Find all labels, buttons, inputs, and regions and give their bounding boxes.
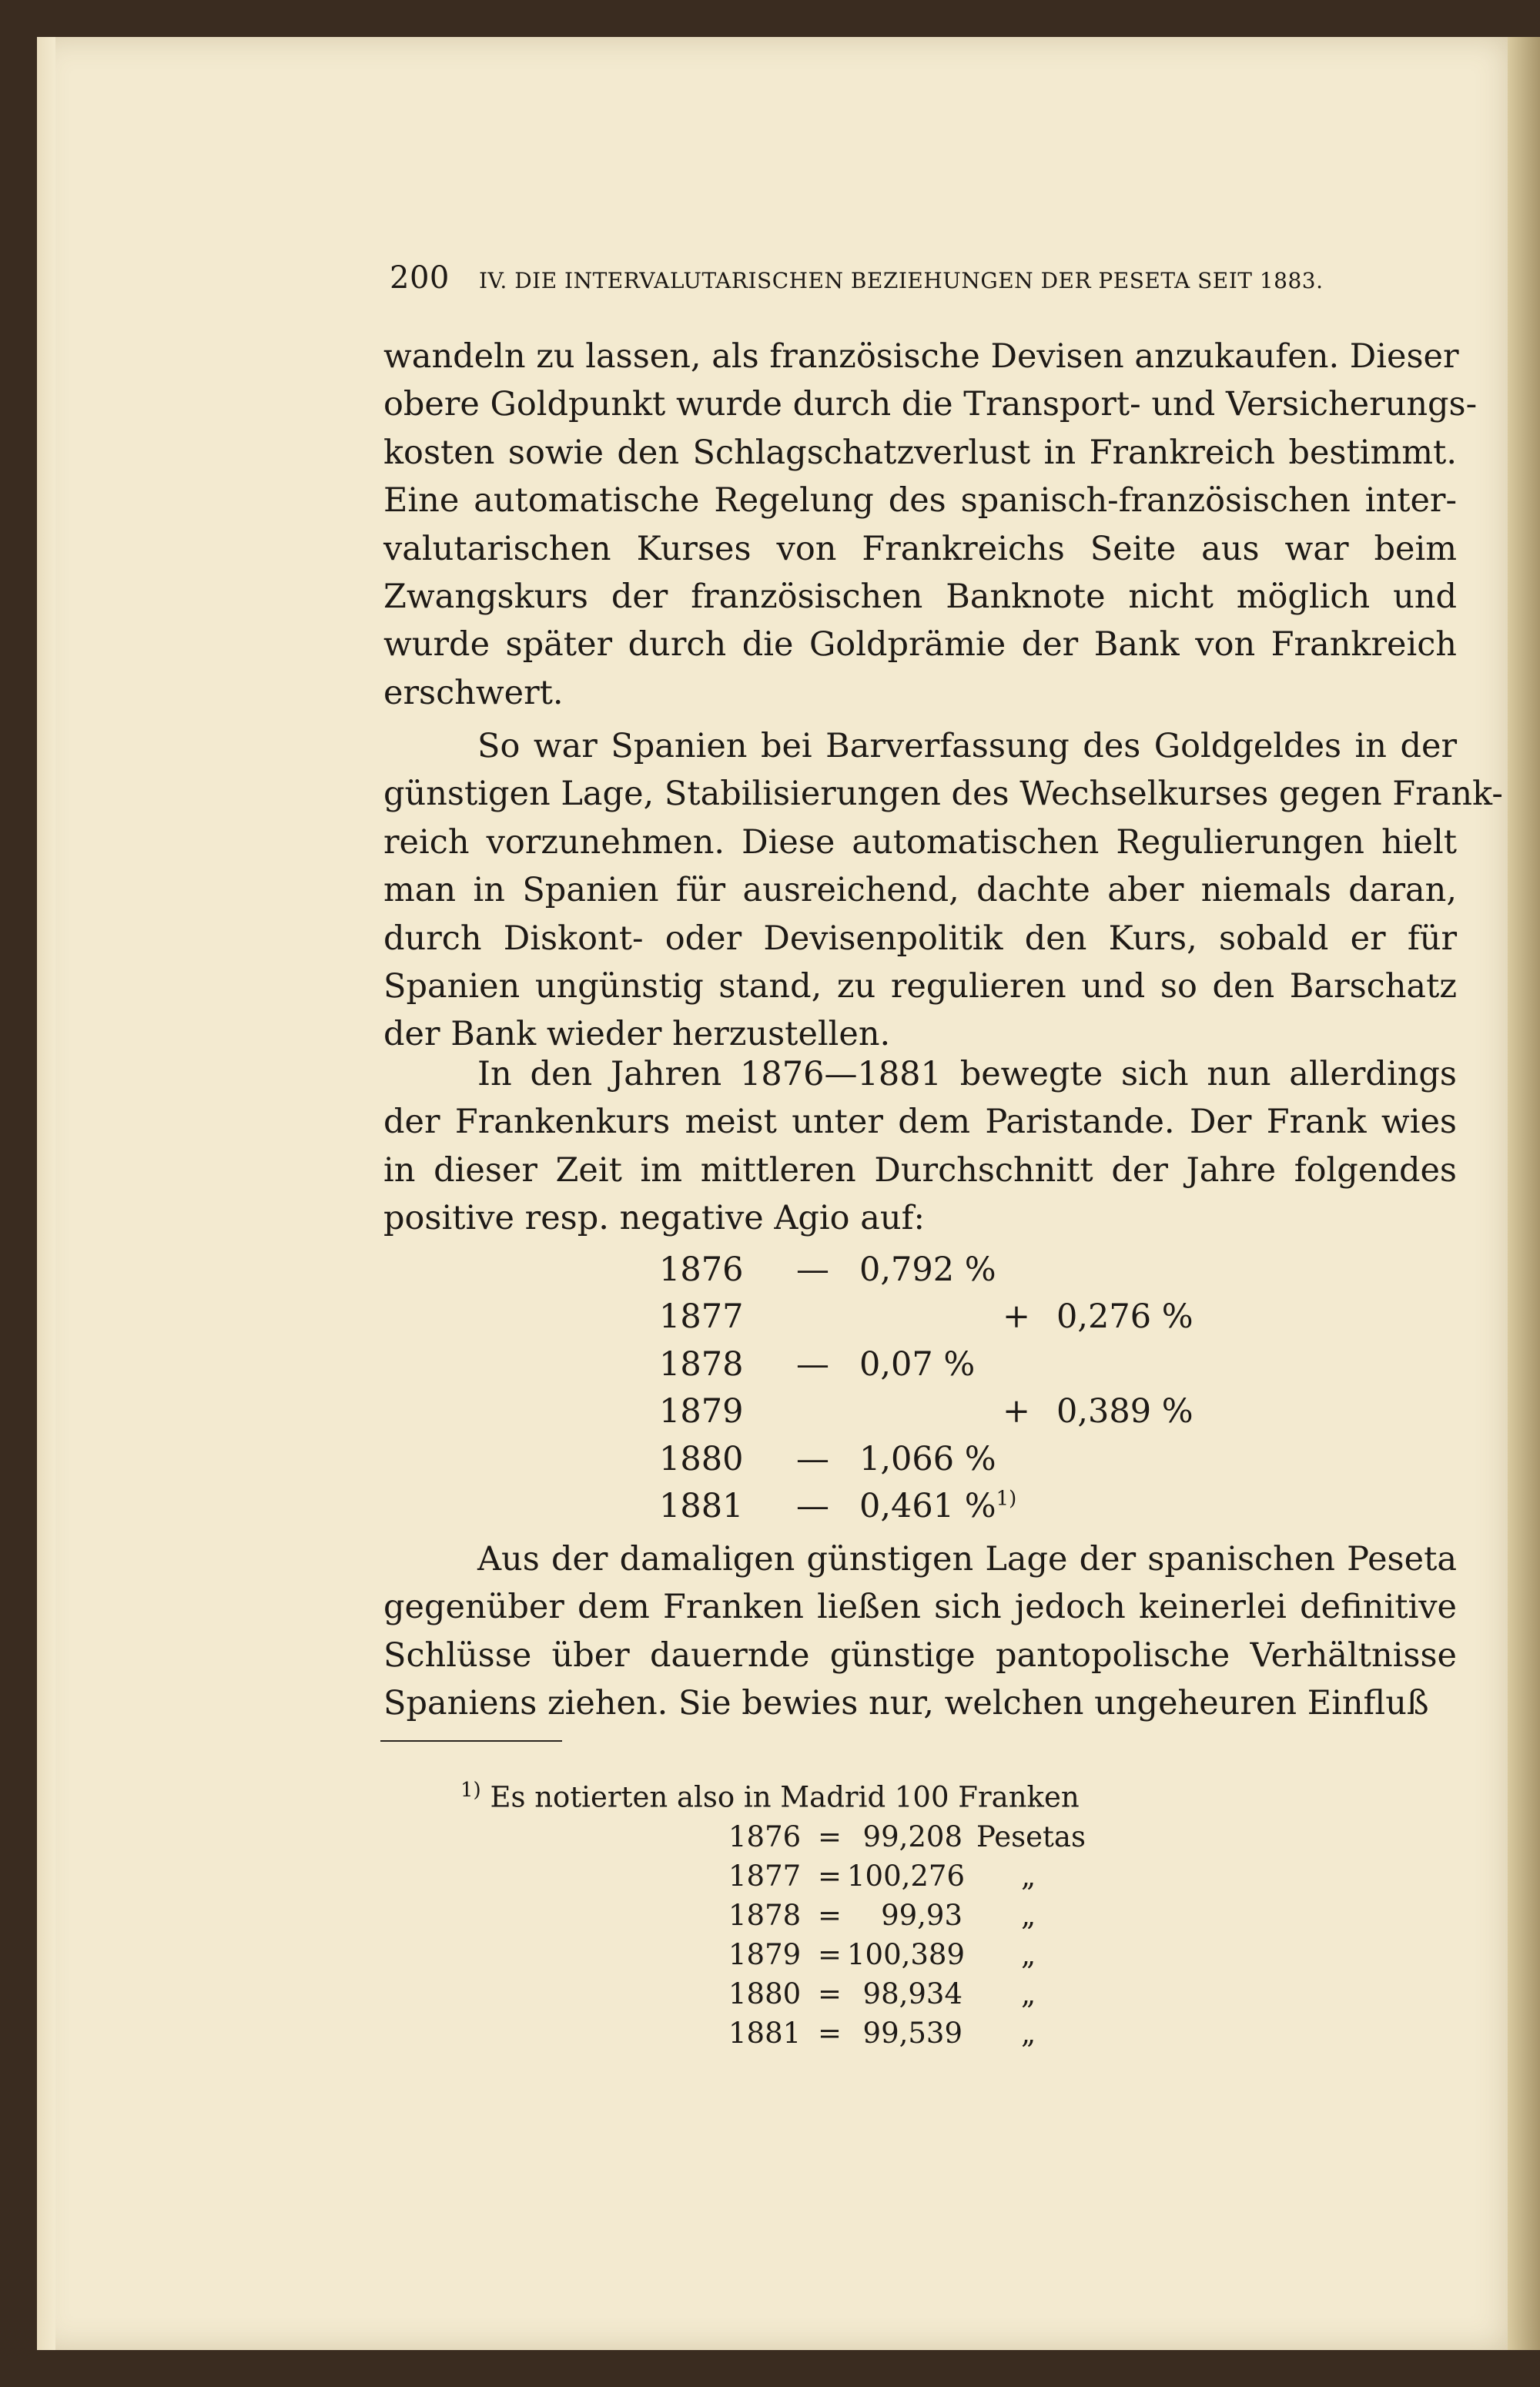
agio-row: [0, 1392, 1540, 1440]
text-line: durch Diskont- oder Devisenpolitik den Kurs, sobald er für: [383, 919, 1457, 958]
agio-value: 0,07 %: [859, 1344, 976, 1384]
agio-sign: —: [796, 1250, 829, 1289]
agio-row: [0, 1440, 1540, 1488]
text-line: gegenüber dem Franken ließen sich jedoch keinerlei definitive: [383, 1588, 1457, 1627]
text-line: Spaniens ziehen. Sie bewies nur, welchen ungeheuren Einfluß: [383, 1684, 1429, 1723]
footnote-equals: =: [818, 1860, 842, 1893]
footnote-value: 99,208: [862, 1820, 962, 1853]
agio-sign: —: [796, 1439, 829, 1478]
footnote-value: 100,389: [847, 1938, 966, 1971]
footnote-row: [0, 1860, 1540, 1898]
footnote-value: 99,93: [881, 1899, 962, 1932]
text-line: kosten sowie den Schlagschatzverlust in Frankreich bestimmt.: [383, 433, 1457, 472]
text-line: reich vorzunehmen. Diese automatischen Regulierungen hielt: [383, 822, 1457, 862]
footnote-row: [0, 1899, 1540, 1937]
footnote-equals: =: [818, 1820, 842, 1853]
agio-year: 1881: [659, 1487, 744, 1525]
text-line: wandeln zu lassen, als französische Devisen anzukaufen. Dieser: [383, 337, 1459, 376]
footnote-value: 100,276: [847, 1860, 966, 1893]
text-line: man in Spanien für ausreichend, dachte aber niemals daran,: [383, 871, 1457, 910]
page-header: [390, 260, 1455, 299]
footnote-value: 98,934: [862, 1977, 962, 2010]
footnote-equals: =: [818, 1899, 842, 1932]
agio-row: [0, 1297, 1540, 1345]
text-line: So war Spanien bei Barverfassung des Goldgeldes in der: [477, 727, 1457, 765]
agio-row: [0, 1345, 1540, 1393]
text-line: positive resp. negative Agio auf:: [383, 1199, 925, 1238]
running-head: IV. DIE INTERVALUTARISCHEN BEZIEHUNGEN DER PESETA SEIT 1883.: [479, 268, 1324, 293]
agio-row: [0, 1250, 1540, 1298]
agio-value: 0,276 %: [1056, 1297, 1194, 1337]
text-line: valutarischen Kurses von Frankreichs Seite aus war beim: [383, 529, 1457, 568]
ditto-mark: „: [1021, 2017, 1036, 2050]
agio-year: 1879: [659, 1392, 744, 1431]
text-line: wurde später durch die Goldprämie der Bank von Frankreich: [383, 625, 1457, 665]
agio-year: 1877: [659, 1297, 744, 1337]
agio-sign: +: [1003, 1392, 1031, 1431]
text-line: Zwangskurs der französischen Banknote nicht möglich und: [383, 577, 1457, 616]
footnote-equals: =: [818, 1938, 842, 1971]
text-line: In den Jahren 1876—1881 bewegte sich nun allerdings: [477, 1055, 1457, 1093]
text-line: der Frankenkurs meist unter dem Paristande. Der Frank wies: [383, 1103, 1457, 1142]
ditto-mark: „: [1021, 1860, 1036, 1893]
footnote-row: [0, 1938, 1540, 1977]
paragraph-1: [383, 333, 1478, 717]
footnote-ref: 1): [996, 1487, 1017, 1511]
footnote-year: 1878: [728, 1899, 802, 1932]
footnote-year: 1877: [728, 1860, 802, 1893]
paragraph-2: [383, 722, 1503, 1059]
footnote-value: 99,539: [862, 2017, 962, 2050]
text-line: in dieser Zeit im mittleren Durchschnitt der Jahre folgendes: [383, 1150, 1457, 1190]
agio-value: 0,461 %$^{1)}$: [859, 1487, 1017, 1525]
footnote-marker: 1): [460, 1779, 481, 1802]
text-line: Spanien ungünstig stand, zu regulieren und so den Barschatz: [383, 966, 1457, 1006]
footnote-row: [0, 2017, 1540, 2055]
footnote-row: [0, 1820, 1540, 1859]
footnote-year: 1881: [728, 2017, 802, 2050]
footnote-rule: [380, 1740, 562, 1742]
paragraph-4: [383, 1535, 1457, 1728]
paragraph-3: [383, 1050, 1457, 1243]
agio-value: 0,792 %: [859, 1250, 996, 1289]
agio-sign: —: [796, 1487, 829, 1525]
footnote-equals: =: [818, 1977, 842, 2010]
text-line: Eine automatische Regelung des spanisch-französischen inter-: [383, 481, 1457, 521]
footnote-row: [0, 1977, 1540, 2016]
footnote-intro: [460, 1779, 1080, 1813]
ditto-mark: „: [1021, 1977, 1036, 2010]
footnote-year: 1879: [728, 1938, 802, 1971]
agio-sign: —: [796, 1344, 829, 1384]
text-line: Aus der damaligen günstigen Lage der spanischen Peseta: [477, 1540, 1457, 1578]
agio-value: 1,066 %: [859, 1439, 996, 1478]
agio-value: 0,389 %: [1056, 1392, 1194, 1431]
text-line: Schlüsse über dauernde günstige pantopolische Verhältnisse: [383, 1635, 1457, 1675]
text-line: der Bank wieder herzustellen.: [383, 1015, 891, 1054]
text-line: günstigen Lage, Stabilisierungen des Wechselkurses gegen Frank-: [383, 775, 1503, 814]
ditto-mark: „: [1021, 1938, 1036, 1971]
footnote-equals: =: [818, 2017, 842, 2050]
footnote-unit: Pesetas: [976, 1820, 1086, 1853]
agio-sign: +: [1003, 1297, 1031, 1337]
agio-year: 1878: [659, 1344, 744, 1384]
footnote-year: 1880: [728, 1977, 802, 2010]
footnote-year: 1876: [728, 1820, 802, 1853]
page-number: 200: [390, 260, 450, 296]
agio-row: [0, 1487, 1540, 1535]
ditto-mark: „: [1021, 1899, 1036, 1932]
text-line: erschwert.: [383, 673, 564, 712]
agio-year: 1880: [659, 1439, 744, 1478]
text-line: obere Goldpunkt wurde durch die Transport- und Versicherungs-: [383, 385, 1478, 424]
footnote-intro-text: Es notierten also in Madrid 100 Franken: [490, 1780, 1080, 1814]
agio-year: 1876: [659, 1250, 744, 1289]
